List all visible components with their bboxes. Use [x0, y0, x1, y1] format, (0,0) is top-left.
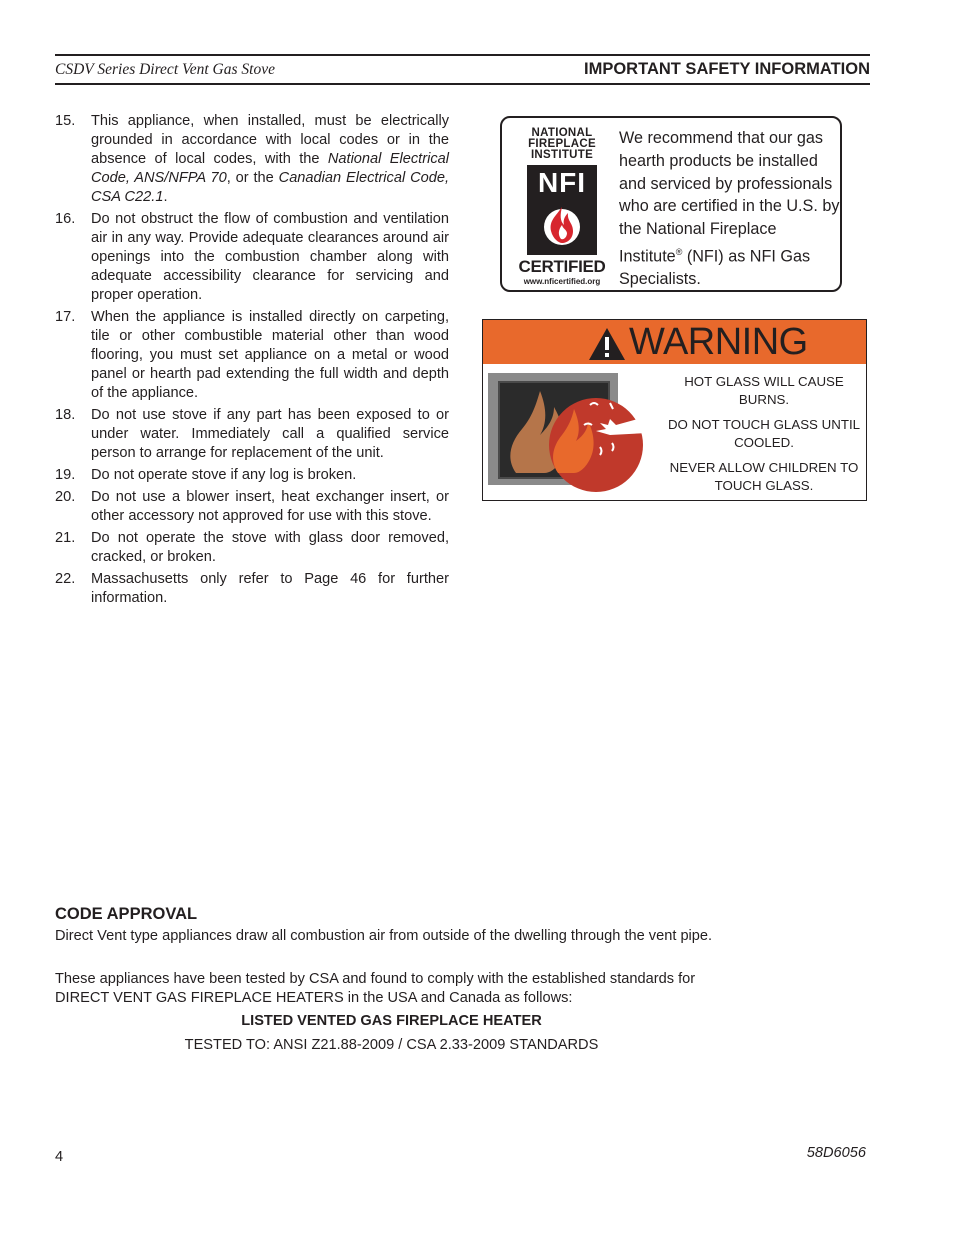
list-item-text: When the appliance is installed directly on carpeting, tile or other combustible material other than wood flooring, you must set appliance on a metal or wood panel or hearth pad extending the full width and depth of the appliance. [91, 309, 449, 401]
code-approval-paragraph-2: These appliances have been tested by CSA and found to comply with the established standards for DIRECT VENT GAS FIREPLACE HEATERS in the USA and Canada as follows: [55, 971, 696, 1006]
list-item-number: 19. [55, 467, 76, 483]
warning-text [666, 373, 862, 502]
hot-glass-burn-icon [488, 373, 658, 495]
warning-header-bar [483, 320, 866, 364]
list-item [55, 210, 449, 305]
section-title: IMPORTANT SAFETY INFORMATION [584, 60, 870, 78]
nfi-badge [527, 165, 597, 255]
list-item-text: Do not operate stove if any log is broken. [91, 467, 357, 483]
nfi-logo-url: www.nficertified.org [523, 277, 601, 286]
list-item [55, 488, 449, 526]
header-rule-top [55, 54, 870, 56]
warning-triangle-icon [587, 326, 627, 362]
list-item-text: Massachusetts only refer to Page 46 for further information. [91, 571, 449, 606]
nfi-certified-logo [516, 128, 608, 290]
document-code: 58D6056 [806, 1145, 866, 1161]
list-item [55, 529, 449, 567]
warning-line: HOT GLASS WILL CAUSE BURNS. [684, 374, 844, 407]
doc-title: CSDV Series Direct Vent Gas Stove [55, 61, 275, 78]
code-approval-heading: CODE APPROVAL [55, 905, 198, 923]
list-item-number: 22. [55, 571, 76, 587]
nfi-logo-line1: NATIONAL [531, 127, 593, 139]
nfi-recommendation-box [500, 116, 842, 292]
list-item [55, 570, 449, 608]
list-item [55, 308, 449, 403]
list-item-number: 15. [55, 113, 76, 129]
list-item-number: 16. [55, 211, 76, 227]
list-item-text: Do not obstruct the flow of combustion and ventilation air in any way. Provide adequate clearances around air openings into the combustion chamber along with adequate accessibility clearance for servicing and proper operation. [91, 211, 449, 303]
list-item-number: 20. [55, 489, 76, 505]
list-item-text: Do not use a blower insert, heat exchanger insert, or other accessory not approved for use with this stove. [91, 489, 449, 524]
nfi-logo-line3: INSTITUTE [530, 149, 594, 161]
code-approval-listed: LISTED VENTED GAS FIREPLACE HEATER [241, 1013, 542, 1029]
list-item [55, 466, 449, 485]
warning-label [482, 319, 867, 501]
warning-line: NEVER ALLOW CHILDREN TO TOUCH GLASS. [669, 460, 859, 493]
page-number: 4 [55, 1149, 64, 1165]
flame-icon [527, 201, 597, 253]
safety-list [55, 112, 449, 611]
warning-title: WARNING [629, 321, 808, 363]
list-item [55, 112, 449, 207]
list-item-text: Do not use stove if any part has been exposed to or under water. Immediately call a qualified service person to arrange for replacement of the unit. [91, 407, 449, 461]
list-item-number: 18. [55, 407, 76, 423]
nfi-logo-line2: FIREPLACE [528, 138, 596, 150]
code-approval-paragraph-1: Direct Vent type appliances draw all combustion air from outside of the dwelling through the vent pipe. [55, 928, 713, 944]
warning-line: DO NOT TOUCH GLASS UNTIL COOLED. [667, 417, 861, 450]
header-rule-bottom [55, 83, 870, 85]
nfi-logo-certified: CERTIFIED [518, 257, 606, 276]
list-item-number: 21. [55, 530, 76, 546]
nfi-badge-text: NFI [537, 167, 587, 198]
list-item-text: Do not operate the stove with glass door removed, cracked, or broken. [91, 530, 449, 565]
list-item [55, 406, 449, 463]
list-item-number: 17. [55, 309, 76, 325]
nfi-recommendation-text: We recommend that our gas hearth products be installed and serviced by professionals who are certified in the U.S. by the National Fireplace Institute® (NFI) as NFI Gas Specialists. [619, 129, 840, 289]
code-approval-tested: TESTED TO: ANSI Z21.88-2009 / CSA 2.33-2009 STANDARDS [184, 1037, 599, 1053]
list-item-text: This appliance, when installed, must be electrically grounded in accordance with local codes or in the absence of local codes, with the National Electrical Code, ANS/NFPA 70, or the Canadian Electrical Code, CSA C22.1. [91, 113, 450, 205]
